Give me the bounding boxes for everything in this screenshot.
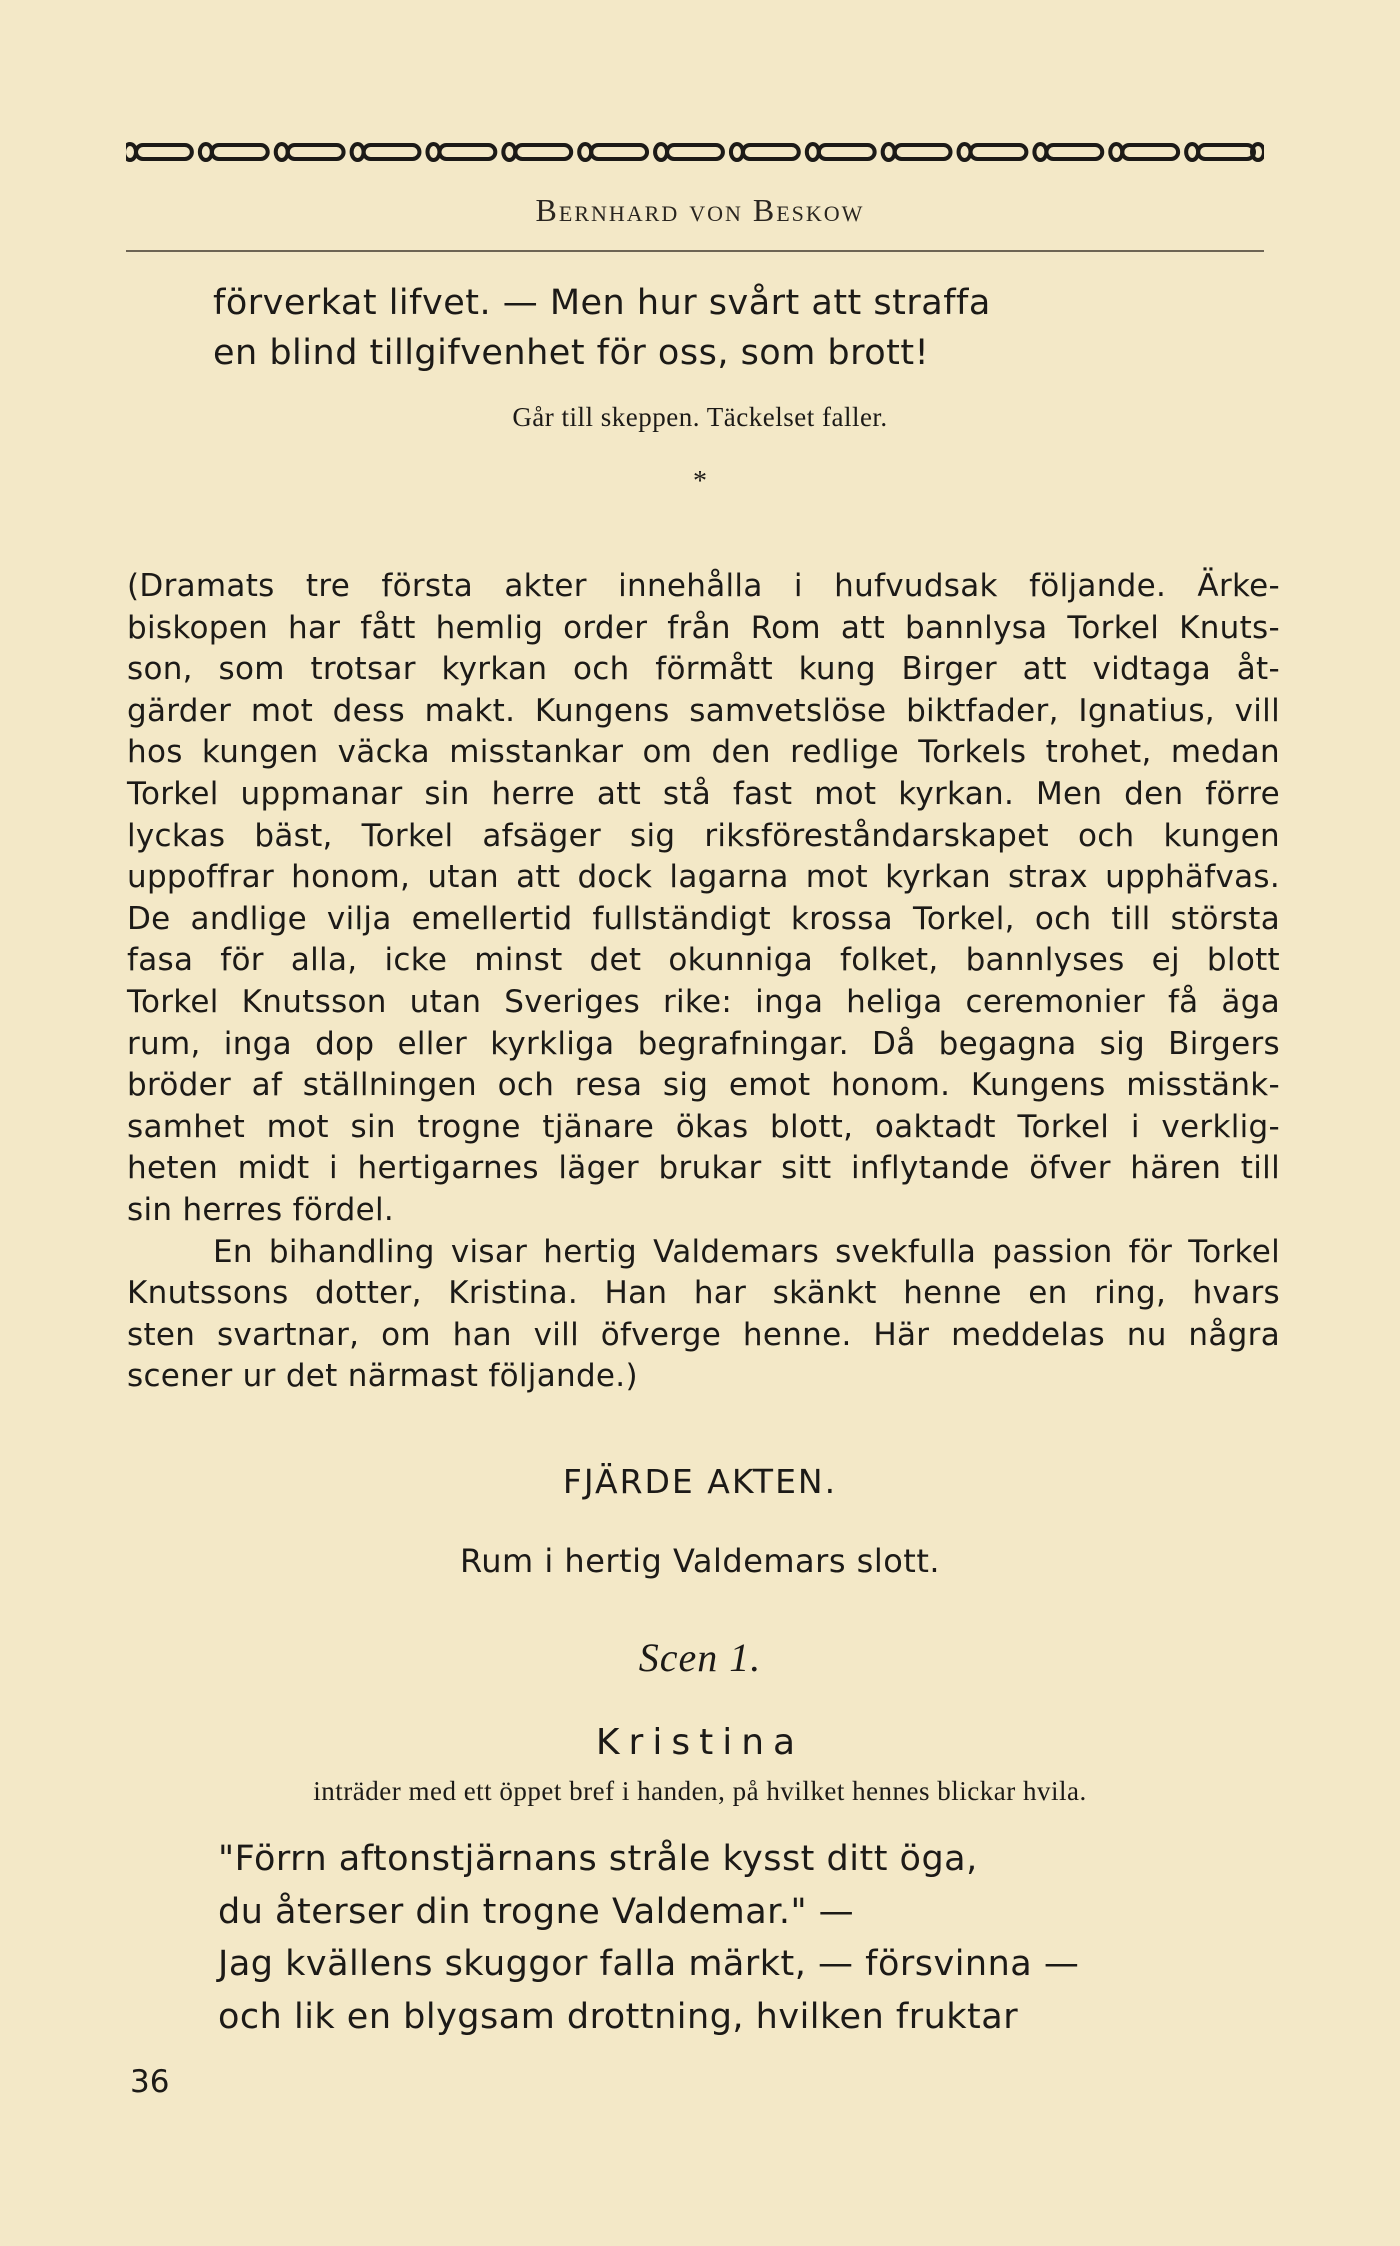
verse-line: du återser din trogne Valdemar." — (218, 1891, 855, 1932)
chain-ornament-border (126, 140, 1264, 164)
chain-link (667, 145, 723, 159)
summary-line: son, som trotsar kyrkan och förmått kung Birger att vidtaga åt- (127, 651, 1280, 688)
summary-line: uppoffrar honom, utan att dock lagarna mot kyrkan strax upphäfvas. (127, 859, 1280, 896)
summary-line: biskopen har fått hemlig order från Rom att bannlysa Torkel Knuts- (127, 609, 1280, 646)
chain-ring (276, 144, 288, 160)
chain-ring (427, 144, 439, 160)
chain-ring (807, 144, 819, 160)
subplot-line: sten svartnar, om han vill öfverge henne. Här meddelas nu några (127, 1316, 1280, 1353)
chain-link (1198, 145, 1254, 159)
running-head: Bernhard von Beskow (535, 192, 865, 228)
chain-ring (126, 144, 136, 160)
chain-ring (655, 144, 667, 160)
chain-ring (883, 144, 895, 160)
character-name: Kristina (595, 1722, 805, 1763)
chain-link (971, 145, 1027, 159)
room-setting: Rum i hertig Valdemars slott. (459, 1542, 941, 1580)
chain-ring (1110, 144, 1122, 160)
verse-bottom (218, 1833, 1371, 2043)
chain-ring (731, 144, 743, 160)
verse-line: förverkat lifvet. — Men hur svårt att straffa (213, 283, 991, 323)
subplot-line: En bihandling visar hertig Valdemars svekfulla passion för Torkel (213, 1233, 1280, 1270)
subplot-line: scener ur det närmast följande.) (127, 1358, 638, 1395)
chain-link (743, 145, 799, 159)
chain-link (439, 145, 495, 159)
chain-ring (1186, 144, 1198, 160)
chain-link (515, 145, 571, 159)
subplot-paragraph (127, 1232, 1280, 1398)
chain-link (591, 145, 647, 159)
chain-link (288, 145, 344, 159)
chain-link (1046, 145, 1102, 159)
subplot-line: Knutssons dotter, Kristina. Han har skänkt henne en ring, hvars (127, 1275, 1280, 1312)
stage-direction: Går till skeppen. Täckelset faller. (512, 402, 888, 432)
summary-line: sin herres fördel. (127, 1191, 395, 1228)
verse-line: en blind tillgifvenhet för oss, som brott! (213, 333, 930, 373)
summary-line: (Dramats tre första akter innehålla i hufvudsak följande. Ärke- (127, 568, 1280, 604)
page-number: 36 (130, 2064, 170, 2100)
summary-paragraph (127, 566, 1280, 1232)
header-rule (126, 250, 1264, 252)
summary-line: fasa för alla, icke minst det okunniga folket, bannlyses ej blott (127, 942, 1280, 979)
chain-link (364, 145, 420, 159)
chain-ring (959, 144, 971, 160)
chain-ring (200, 144, 212, 160)
entry-direction: inträder med ett öppet bref i handen, på hvilket hennes blickar hvila. (313, 1776, 1087, 1806)
summary-line: heten midt i hertigarnes läger brukar sitt inflytande öfver hären till (127, 1150, 1280, 1187)
chain-link (1122, 145, 1178, 159)
summary-paragraphs (127, 566, 1280, 1398)
summary-line: Torkel Knutsson utan Sveriges rike: inga heliga ceremonier få äga (127, 983, 1280, 1020)
summary-line: lyckas bäst, Torkel afsäger sig riksföreståndarskapet och kungen (127, 817, 1280, 854)
act-title: FJÄRDE AKTEN. (562, 1462, 838, 1501)
verse-line: "Förrn aftonstjärnans stråle kysst ditt öga, (218, 1839, 978, 1879)
summary-line: rum, inga dop eller kyrkliga begrafningar. Då begagna sig Birgers (127, 1025, 1280, 1062)
verse-line: Jag kvällens skuggor falla märkt, — försvinna — (218, 1944, 1080, 1984)
verse-top (213, 278, 1366, 378)
summary-line: bröder af ställningen och resa sig emot honom. Kungens misstänk- (127, 1067, 1280, 1104)
chain-link (819, 145, 875, 159)
chain-ring (352, 144, 364, 160)
chain-ring (579, 144, 591, 160)
chain-link (212, 145, 268, 159)
summary-line: Torkel uppmanar sin herre att stå fast mot kyrkan. Men den förre (127, 775, 1280, 812)
summary-line: De andlige vilja emellertid fullständigt krossa Torkel, och till största (127, 900, 1280, 937)
verse-line: och lik en blygsam drottning, hvilken fruktar (218, 1996, 1019, 2037)
chain-ring (1252, 144, 1264, 160)
summary-line: gärder mot dess makt. Kungens samvetslöse biktfader, Ignatius, vill (127, 692, 1280, 729)
chain-link (136, 145, 192, 159)
summary-line: samhet mot sin trogne tjänare ökas blott, oaktadt Torkel i verklig- (127, 1108, 1280, 1145)
summary-line: hos kungen väcka misstankar om den redlige Torkels trohet, medan (127, 734, 1280, 771)
chain-ring (1034, 144, 1046, 160)
chain-link (895, 145, 951, 159)
section-separator: * (693, 466, 707, 497)
scene-heading: Scen 1. (638, 1635, 762, 1680)
chain-ring (503, 144, 515, 160)
